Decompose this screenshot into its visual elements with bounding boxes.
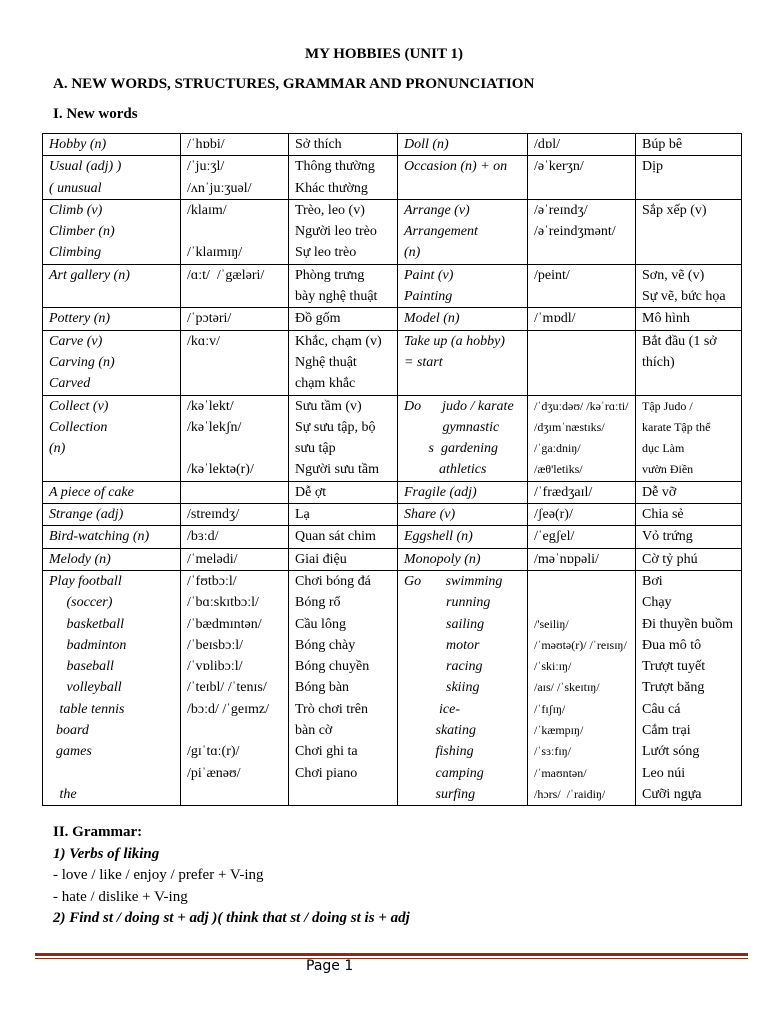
table-cell: Vỏ trứng [636,526,742,548]
table-cell: Sắp xếp (v) [636,199,742,264]
grammar-heading: II. Grammar: [53,824,143,840]
table-cell: /ˈjuːʒl/ /ʌnˈjuːʒuəl/ [181,156,289,200]
table-cell: /məˈnɒpəli/ [528,548,636,570]
table-cell: Hobby (n) [43,134,181,156]
table-cell: Strange (adj) [43,504,181,526]
table-cell: Go swimming running sailing motor racing skiing ice- skating fishing camping surfing [398,570,528,805]
section-a-heading: A. NEW WORDS, STRUCTURES, GRAMMAR AND PRONUNCIATION [53,76,535,92]
table-row [43,548,742,570]
page-number: Page 1 [306,958,354,974]
footer-rule-thin [35,958,748,959]
table-cell: /ˈhɒbi/ [181,134,289,156]
table-cell [181,481,289,503]
table-cell: Quan sát chim [289,526,398,548]
table-cell: A piece of cake [43,481,181,503]
table-cell: /'seiliŋ/ /ˈməʊtə(r)/ /ˈreɪsɪŋ/ /ˈskiːɪŋ/ /aɪs/ /ˈskeɪtɪŋ/ /ˈfɪʃɪŋ/ /ˈkæmpɪŋ/ /ˈsɜːfɪŋ/ /ˈmaʊntən/ /hɔrs/ /ˈraidiŋ/ [528,570,636,805]
table-cell: /ˈmɒdl/ [528,308,636,330]
table-row [43,199,742,264]
table-cell: /ˈegʃel/ [528,526,636,548]
grammar-subheading-1: 1) Verbs of liking [53,845,160,862]
table-cell: Art gallery (n) [43,264,181,308]
table-cell: /əˈkerʒn/ [528,156,636,200]
table-cell: Chơi bóng đá Bóng rổ Cầu lông Bóng chày Bóng chuyền Bóng bàn Trò chơi trên bàn cờ Chơi ghi ta Chơi piano [289,570,398,805]
table-cell: /bɜːd/ [181,526,289,548]
table-cell: Take up (a hobby) = start [398,330,528,395]
table-cell: /ˈfrædʒaɪl/ [528,481,636,503]
table-cell: Khắc, chạm (v) Nghệ thuật chạm khắc [289,330,398,395]
grammar-subheading-2: 2) Find st / doing st + adj )( think that st / doing st is + adj [53,910,410,926]
table-cell: Melody (n) [43,548,181,570]
table-cell: Sưu tầm (v) Sự sưu tập, bộ sưu tập Người sưu tầm [289,395,398,481]
table-cell: Monopoly (n) [398,548,528,570]
grammar-section [53,822,410,930]
table-cell: /streɪndʒ/ [181,504,289,526]
table-cell: Arrange (v) Arrangement (n) [398,199,528,264]
table-cell: Bắt đầu (1 sở thích) [636,330,742,395]
table-cell [528,330,636,395]
table-cell: Giai điệu [289,548,398,570]
table-row [43,526,742,548]
table-cell: /dɒl/ [528,134,636,156]
table-cell: /klaɪm/ /ˈklaɪmɪŋ/ [181,199,289,264]
table-cell: Lạ [289,504,398,526]
table-cell: Pottery (n) [43,308,181,330]
table-cell: Cờ tỷ phú [636,548,742,570]
table-row [43,481,742,503]
table-cell: Climb (v) Climber (n) Climbing [43,199,181,264]
footer-rule [35,953,748,956]
grammar-line: - hate / dislike + V-ing [53,888,188,905]
table-cell: /ˈmelədi/ [181,548,289,570]
section-new-words-heading: I. New words [53,106,138,122]
document-title: MY HOBBIES (UNIT 1) [305,46,463,62]
table-cell: Dễ ợt [289,481,398,503]
table-row [43,330,742,395]
table-cell: Búp bê [636,134,742,156]
table-cell: /peint/ [528,264,636,308]
table-cell: Model (n) [398,308,528,330]
table-cell: Paint (v) Painting [398,264,528,308]
table-cell: /ˈfʊtbɔːl/ /ˈbɑːskɪtbɔːl/ /ˈbædmɪntən/ /ˈbeɪsbɔːl/ /ˈvɒlibɔːl/ /ˈteɪbl/ /ˈtenɪs/ /bɔːd/ /ˈgeɪmz/ /gɪˈtɑː(r)/ /piˈænəʊ/ [181,570,289,805]
table-row [43,504,742,526]
table-cell: Dễ vỡ [636,481,742,503]
table-cell: Share (v) [398,504,528,526]
table-cell: Collect (v) Collection (n) [43,395,181,481]
table-cell: Bird-watching (n) [43,526,181,548]
table-cell: Fragile (adj) [398,481,528,503]
table-row [43,570,742,805]
table-cell: Trèo, leo (v) Người leo trèo Sự leo trèo [289,199,398,264]
table-cell: Play football (soccer) basketball badminton baseball volleyball table tennis board games the [43,570,181,805]
table-cell: Thông thường Khác thường [289,156,398,200]
table-row [43,264,742,308]
table-cell: Chia sẻ [636,504,742,526]
table-cell: /əˈreɪndʒ/ /əˈreindʒmənt/ [528,199,636,264]
table-cell: Do judo / karate gymnastic s gardening athletics [398,395,528,481]
table-cell: /ˈpɔtəri/ [181,308,289,330]
table-cell: /kɑːv/ [181,330,289,395]
table-cell: Dịp [636,156,742,200]
table-cell: Đồ gốm [289,308,398,330]
table-cell: Bơi Chạy Đi thuyền buồm Đua mô tô Trượt tuyết Trượt băng Câu cá Cắm trại Lướt sóng Leo núi Cưỡi ngựa [636,570,742,805]
table-cell: Doll (n) [398,134,528,156]
table-cell: /kəˈlekt/ /kəˈlekʃn/ /kəˈlektə(r)/ [181,395,289,481]
grammar-line: - love / like / enjoy / prefer + V-ing [53,867,264,883]
table-cell: Phòng trưng bày nghệ thuật [289,264,398,308]
table-cell: /ɑːt/ /ˈgæləri/ [181,264,289,308]
table-cell: /ʃeə(r)/ [528,504,636,526]
table-row [43,156,742,200]
table-row [43,395,742,481]
table-cell: Occasion (n) + on [398,156,528,200]
vocabulary-table [42,133,742,806]
table-row [43,308,742,330]
table-row [43,134,742,156]
table-cell: Carve (v) Carving (n) Carved [43,330,181,395]
table-cell: Mô hình [636,308,742,330]
table-cell: Eggshell (n) [398,526,528,548]
table-cell: Tập Judo / karate Tập thể dục Làm vườn Điền [636,395,742,481]
table-cell: Sơn, vẽ (v) Sự vẽ, bức họa [636,264,742,308]
table-cell: Usual (adj) ) ( unusual [43,156,181,200]
table-cell: /ˈdʒuːdəʊ/ /kəˈrɑːti/ /dʒɪmˈnæstɪks/ /ˈgaːdniŋ/ /æθ'letiks/ [528,395,636,481]
table-cell: Sở thích [289,134,398,156]
